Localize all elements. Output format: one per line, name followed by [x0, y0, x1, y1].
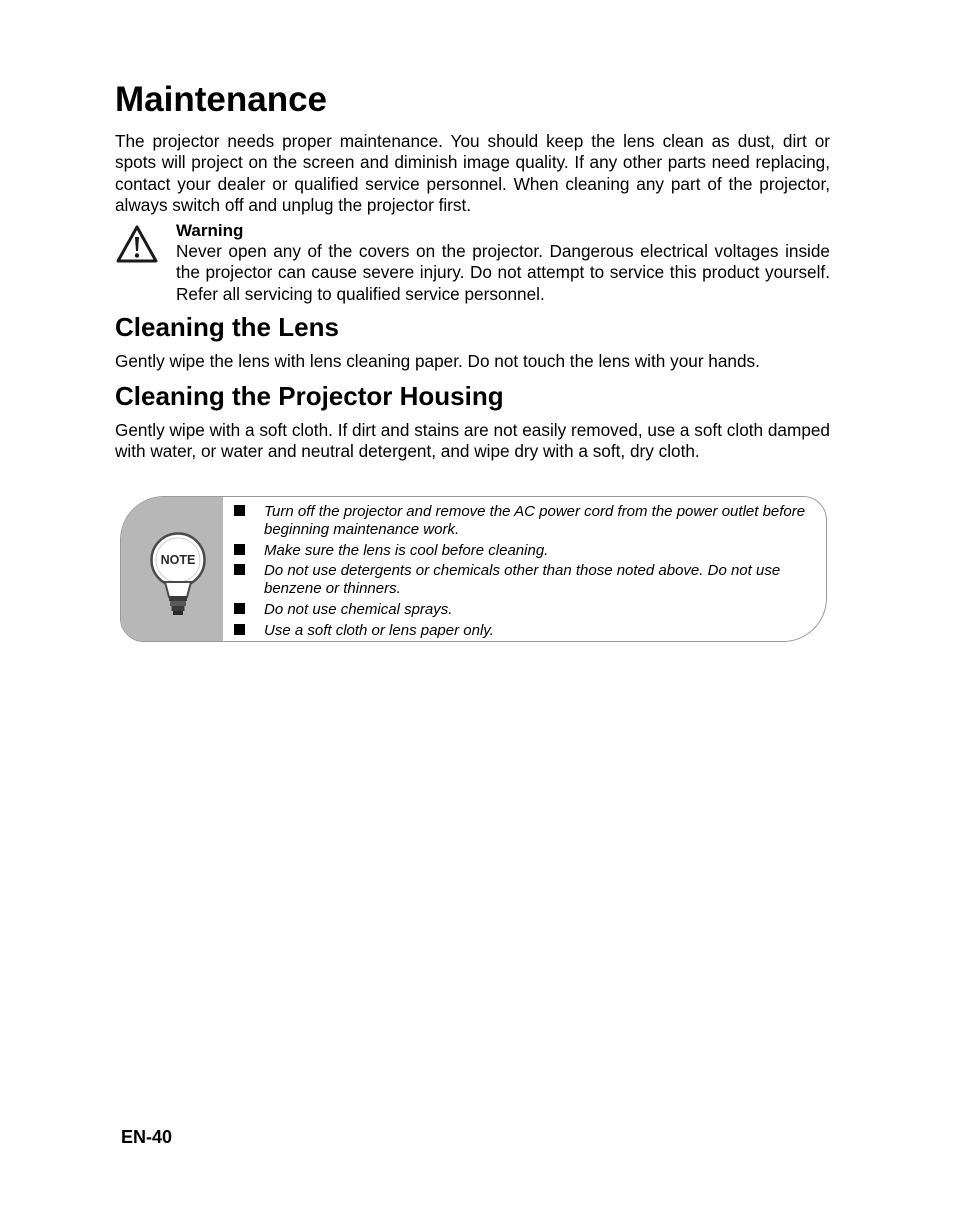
note-sidebar: [121, 497, 223, 641]
cleaning-housing-paragraph: Gently wipe with a soft cloth. If dirt and stains are not easily removed, use a soft cloth damped with water, or water and neutral detergent, and wipe dry with a soft, dry cloth.: [115, 420, 830, 462]
note-item: [233, 622, 821, 640]
note-item-text: Do not use chemical sprays.: [264, 601, 453, 619]
note-item: [233, 542, 821, 560]
square-bullet-icon: [234, 624, 245, 635]
square-bullet-icon: [234, 505, 245, 516]
warning-title: Warning: [176, 221, 244, 240]
cleaning-lens-paragraph: Gently wipe the lens with lens cleaning paper. Do not touch the lens with your hands.: [115, 351, 760, 371]
note-box: [120, 496, 827, 642]
note-icon-label: NOTE: [160, 553, 196, 567]
note-list: [233, 503, 821, 642]
warning-text: Never open any of the covers on the projector. Dangerous electrical voltages inside the projector can cause severe injury. Do not attempt to service this product yourself. Refer all servicing to qualified service personnel.: [176, 241, 830, 304]
square-bullet-icon: [234, 603, 245, 614]
page-title: Maintenance: [115, 80, 327, 119]
square-bullet-icon: [234, 564, 245, 575]
note-item: [233, 562, 821, 598]
note-item: [233, 601, 821, 619]
note-item-text: Make sure the lens is cool before cleaning.: [264, 541, 549, 559]
intro-paragraph: The projector needs proper maintenance. You should keep the lens clean as dust, dirt or spots will project on the screen and diminish image quality. If any other parts need replacing, contact your dealer or qualified service personnel. When cleaning any part of the projector, always switch off and unplug the projector first.: [115, 131, 830, 215]
note-bulb-icon: [148, 531, 208, 619]
square-bullet-icon: [234, 544, 245, 555]
note-item-text: Do not use detergents or chemicals other than those noted above. Do not use benzene or thinners.: [264, 562, 781, 598]
section-heading-cleaning-lens: Cleaning the Lens: [115, 312, 339, 342]
section-heading-cleaning-housing: Cleaning the Projector Housing: [115, 381, 504, 411]
note-item: [233, 503, 821, 539]
warning-triangle-icon: [115, 224, 159, 264]
note-item-text: Use a soft cloth or lens paper only.: [264, 621, 494, 639]
page-number: EN-40: [121, 1127, 173, 1147]
note-item-text: Turn off the projector and remove the AC power cord from the power outlet before beginning maintenance work.: [264, 503, 806, 538]
